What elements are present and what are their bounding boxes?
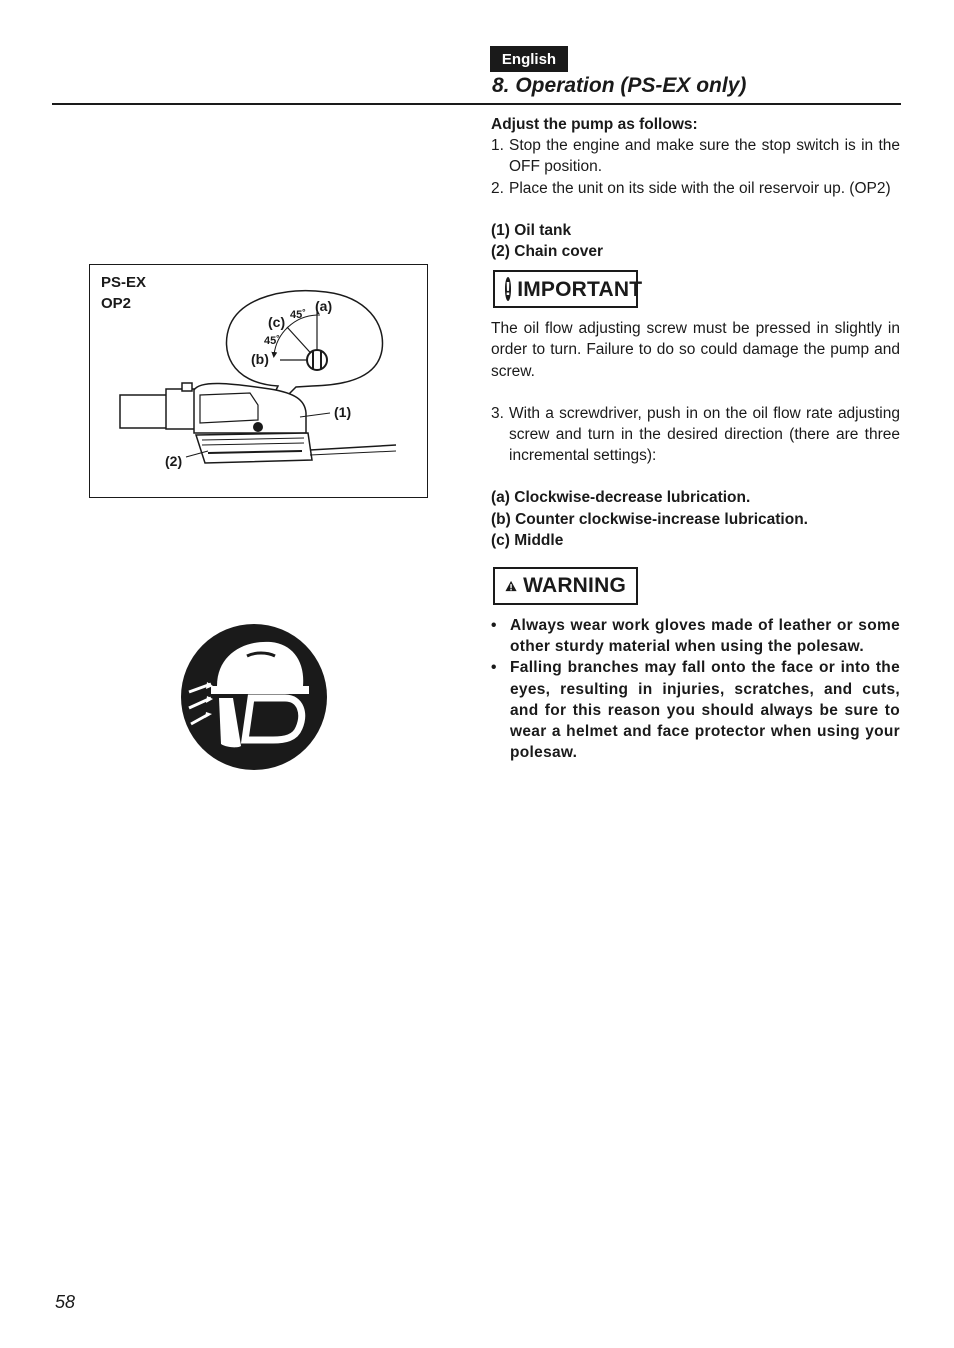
figure-code-label: OP2 [101,295,132,312]
header-rule [52,103,901,105]
figure-callout-1: (1) [334,404,352,420]
figure-op2 [89,264,428,498]
polesaw-oil-pump-illustration [90,265,429,499]
instructions-column [491,114,900,763]
step-text: With a screwdriver, push in on the oil flow rate adjusting screw and turn in the desired direction (there are three incremental settings): [509,404,900,465]
adjust-heading: Adjust the pump as follows: [491,116,698,133]
warning-bullet: • Always wear work gloves made of leather or some other sturdy material when using the polesaw. [491,615,900,657]
step-item [491,178,900,199]
step-number: 3. [491,404,504,422]
warning-triangle-icon [505,574,517,598]
part-label: (1) Oil tank [491,221,572,239]
setting-label: (c) Middle [491,531,564,549]
warning-bullet-text: Always wear work gloves made of leather or some other sturdy material when using the polesaw. [510,617,900,656]
figure-label-a: (a) [315,298,333,314]
helmet-face-shield-icon [181,624,327,770]
important-text: The oil flow adjusting screw must be pressed in slightly in order to turn. Failure to do so could damage the pump and screw. [491,320,900,380]
language-tag: English [490,46,568,72]
figure-label-b: (b) [251,351,269,367]
step-text: Place the unit on its side with the oil reservoir up. (OP2) [509,179,891,197]
important-notice-box [493,270,643,308]
figure-callout-2: (2) [165,453,183,469]
exclamation-circle-icon: ! [505,277,511,301]
step-number: 2. [491,179,504,197]
step-item [491,403,900,467]
step-text: Stop the engine and make sure the stop switch is in the OFF position. [509,137,900,176]
section-title: 8. Operation (PS-EX only) [492,74,747,97]
step-item [491,135,900,177]
warning-label: WARNING [523,574,626,598]
warning-bullet: • Falling branches may fall onto the face or into the eyes, resulting in injuries, scratches, and cuts, and for this reason you should always be sure to wear a helmet and face protector when using your polesaw. [491,657,900,763]
part-label: (2) Chain cover [491,243,603,261]
figure-model-label: PS-EX [101,274,147,291]
important-label: IMPORTANT [517,277,643,301]
warning-bullet-text: Falling branches may fall onto the face or into the eyes, resulting in injuries, scratches, and cuts, and for this reason you should always be sure to wear a helmet and face protector when using your polesaw. [510,659,900,762]
setting-label: (a) Clockwise-decrease lubrication. [491,489,751,507]
warning-notice-box [493,567,638,605]
figure-angle-2: 45˚ [264,335,280,347]
figure-angle-1: 45˚ [290,309,306,321]
step-number: 1. [491,137,504,155]
setting-label: (b) Counter clockwise-increase lubrication. [491,510,808,528]
figure-label-c: (c) [268,314,286,330]
page-number: 58 [55,1292,76,1312]
